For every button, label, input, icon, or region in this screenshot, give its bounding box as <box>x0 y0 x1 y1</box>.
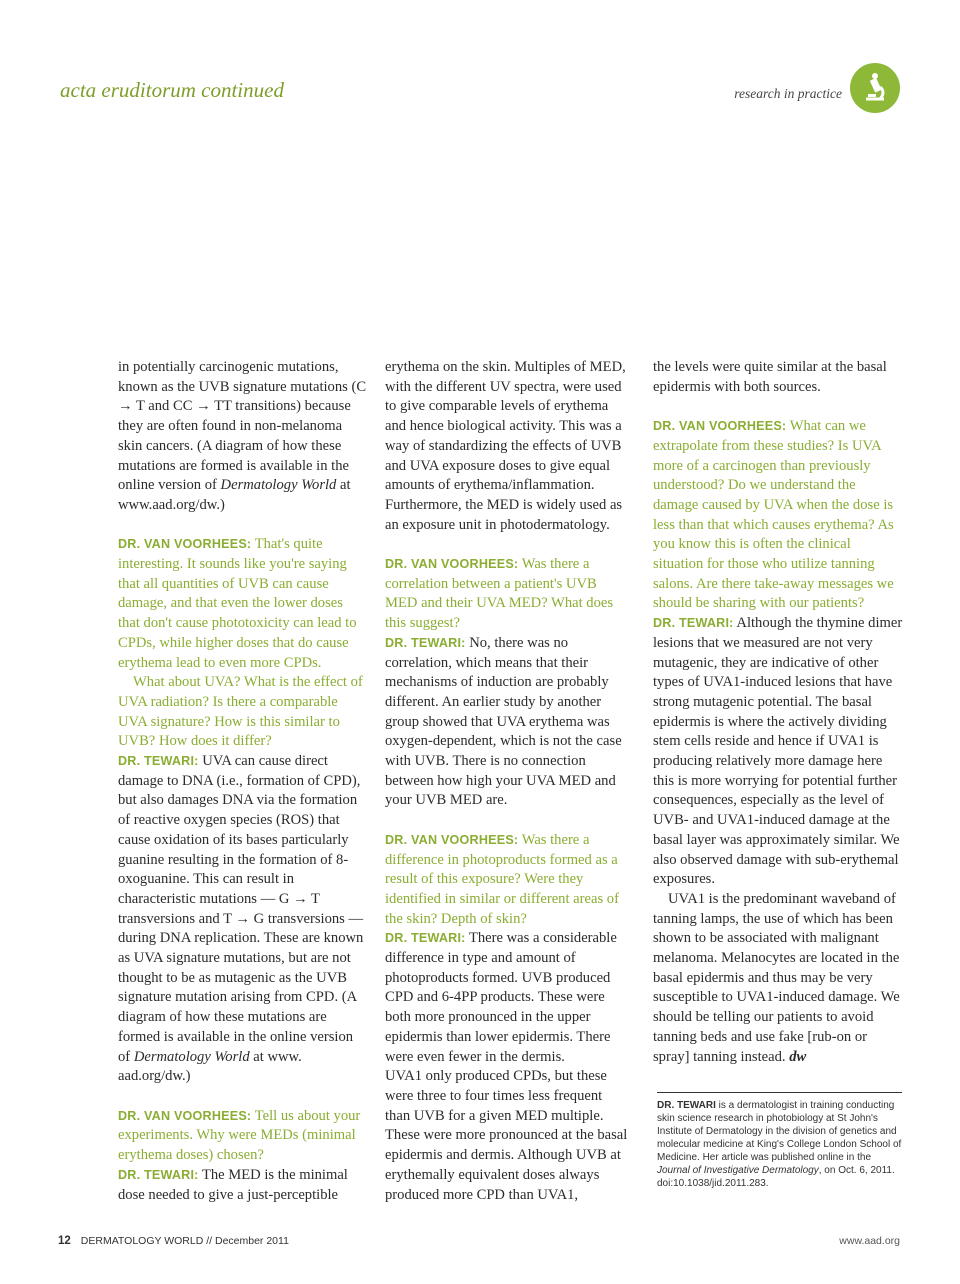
speaker-label: DR. TEWARI: <box>385 931 466 946</box>
speaker-label: DR. VAN VOORHEES: <box>653 419 787 434</box>
question: DR. VAN VOORHEES: Tell us about your experiments. Why were MEDs (minimal erythema doses) chosen? <box>118 1107 361 1164</box>
speaker-label: DR. TEWARI: <box>118 1167 199 1182</box>
speaker-label: DR. VAN VOORHEES: <box>118 1108 252 1123</box>
author-bio: DR. TEWARI is a dermatologist in training conducting skin science research in photobiology at St John's Institute of Dermatology in the division of genetics and molecular medicine at King's College London School of Medicine. Her article was published online in the Journal of Investigative Dermatology, on Oct. 6, 2011. doi:10.1038/jid.2011.283. <box>657 1092 902 1190</box>
answer: DR. TEWARI: The MED is the minimal dose needed to give a just-perceptible <box>118 1166 348 1203</box>
answer: DR. TEWARI: UVA can cause direct damage to DNA (i.e., formation of CPD), but also damages DNA via the formation of reactive oxygen species (ROS) that cause oxidation of its bases particularly guanine resulting in the formation of 8-oxoguanine. This can result in characteristic mutations — G → T transversions and T → G transversions — during DNA replication. These are known as UVA signature mutations, but are not thought to be as mutagenic as the UVB signature mutation arising from CPD. (A diagram of how these mutations are formed is available in the online version of Dermatology World at www. aad.org/dw.) <box>118 753 364 1085</box>
footer-left <box>58 1235 289 1247</box>
end-mark: dw <box>789 1048 807 1065</box>
speaker-label: DR. VAN VOORHEES: <box>385 832 519 847</box>
microscope-icon <box>850 63 900 113</box>
speaker-label: DR. TEWARI: <box>118 754 199 769</box>
section-label: research in practice <box>734 86 842 101</box>
column-3 <box>653 358 903 1067</box>
page-number: 12 <box>58 1235 71 1247</box>
paragraph: the levels were quite similar at the basal epidermis with both sources. <box>653 359 887 395</box>
section-title: acta eruditorum continued <box>60 78 284 102</box>
question: DR. VAN VOORHEES: What can we extrapolate from these studies? Is UVA more of a carcinogen than previously understood? Do we understand the damage caused by UVA when the dose is less than that which causes erythema? As you know this is often the clinical situation for those who utilize tanning salons. Are there take-away messages we should be sharing with our patients? <box>653 418 894 612</box>
answer-continued: UVA1 only produced CPDs, but these were three to four times less frequent than UVB for a given MED multiple. These were more pronounced at the basal epidermis and dermis. Although UVB at erythemally equivalent doses always produced more CPD than UVA1, <box>385 1068 628 1203</box>
question: DR. VAN VOORHEES: Was there a difference in photoproducts formed as a result of this exposure? Were they identified in similar or different areas of the skin? Depth of skin? <box>385 831 619 927</box>
answer: DR. TEWARI: Although the thymine dimer lesions that we measured are not very mutagenic, they are indicative of other types of UVA1-induced lesions that have strong mutagenic potential. The basal epidermis is where the actively dividing stem cells reside and hence if UVA1 is producing relatively more damage here this is more worrying for potential further consequences, especially as the level of UVB- and UVA1-induced damage at the basal layer was approximately similar. We also observed damage with sub-erythemal exposures. <box>653 615 903 888</box>
footer-url: www.aad.org <box>839 1235 900 1247</box>
answer: DR. TEWARI: There was a considerable difference in type and amount of photoproducts formed. UVB produced CPD and 6-4PP products. These were both more pronounced in the upper epidermis than lower epidermis. There were even fewer in the dermis. <box>385 930 617 1065</box>
question: DR. VAN VOORHEES: That's quite interesting. It sounds like you're saying that all quantities of UVB can cause damage, and that even the lower doses that don't cause phototoxicity can lead to CPDs, while higher doses that do cause erythema lead to even more CPDs. <box>118 536 357 671</box>
paragraph: erythema on the skin. Multiples of MED, with the different UV spectra, were used to give comparable levels of erythema and hence biological activity. This was a way of standardizing the effects of UVB and UVA exposure doses to give equal amounts of erythema/inflammation. Furthermore, the MED is widely used as an exposure unit in photodermatology. <box>385 359 626 533</box>
speaker-label: DR. VAN VOORHEES: <box>385 557 519 572</box>
answer: DR. TEWARI: No, there was no correlation, which means that their mechanisms of induction are probably different. An earlier study by another group showed that UVA erythema was oxygen-dependent, which is not the case with UVB. There is no connection between how high your UVA MED and your UVB MED are. <box>385 634 622 809</box>
paragraph: in potentially carcinogenic mutations, known as the UVB signature mutations (C → T and CC → TT transitions) because they are often found in non-melanoma skin cancers. (A diagram of how these mutations are formed is available in the online version of Dermatology World at www.aad.org/dw.) <box>118 359 367 513</box>
answer-continued: UVA1 is the predominant waveband of tanning lamps, the use of which has been shown to be associated with malignant melanoma. Melanocytes are located in the basal epidermis and thus may be very susceptible to UVA1-induced damage. We should be telling our patients to avoid tanning beds and use fake [rub-on or spray] tanning instead. dw <box>653 890 900 1065</box>
author-name: DR. TEWARI <box>657 1100 716 1111</box>
speaker-label: DR. VAN VOORHEES: <box>118 537 252 552</box>
speaker-label: DR. TEWARI: <box>653 616 734 631</box>
question: DR. VAN VOORHEES: Was there a correlation between a patient's UVB MED and their UVA MED? What does this suggest? <box>385 556 614 632</box>
column-2 <box>385 358 630 1205</box>
publication-name: DERMATOLOGY WORLD // December 2011 <box>80 1235 289 1247</box>
speaker-label: DR. TEWARI: <box>385 635 466 650</box>
column-1 <box>118 358 368 1205</box>
question: What about UVA? What is the effect of UVA radiation? Is there a comparable UVA signature? How is this similar to UVB? How does it differ? <box>118 674 363 750</box>
